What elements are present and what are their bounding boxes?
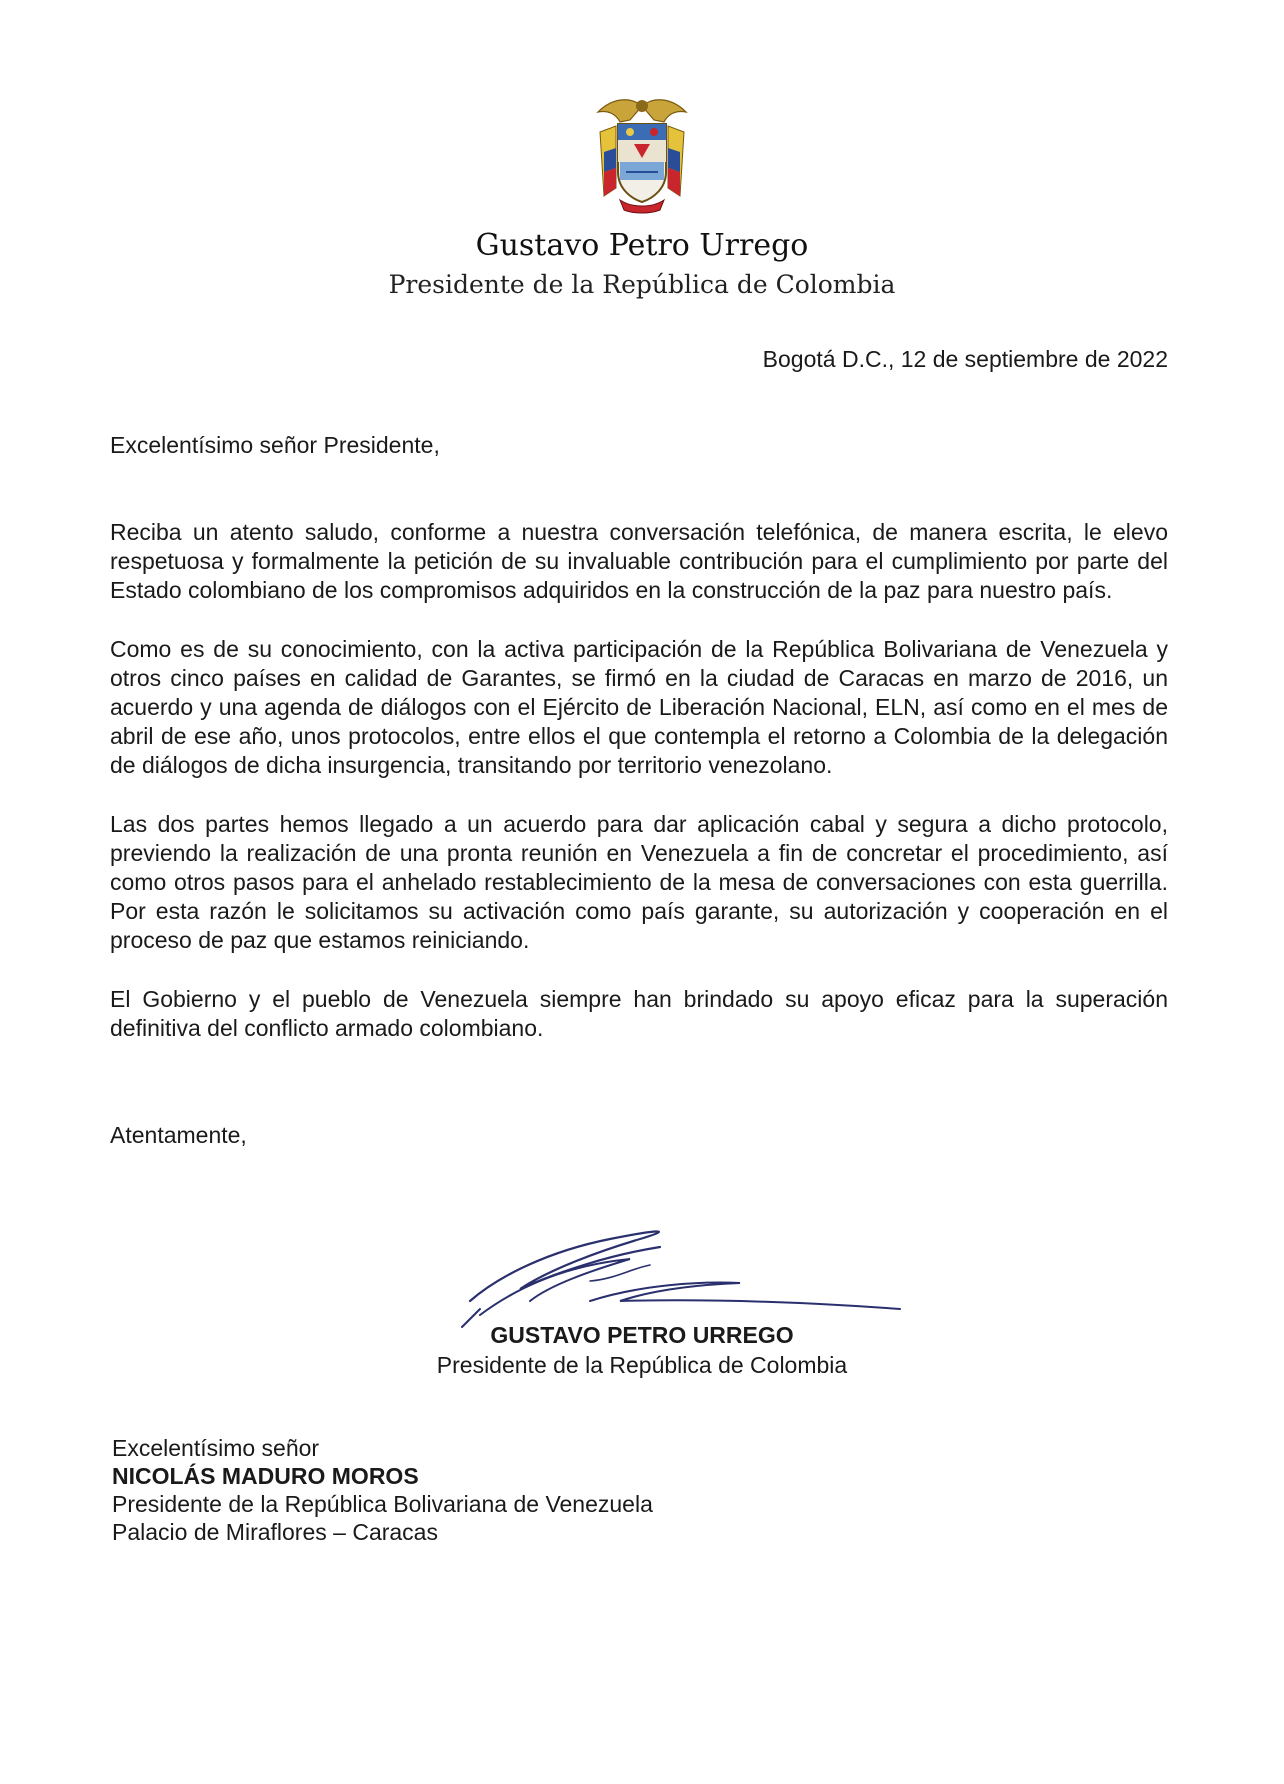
recipient-name: NICOLÁS MADURO MOROS bbox=[112, 1463, 419, 1489]
recipient-honorific: Excelentísimo señor bbox=[112, 1435, 320, 1461]
recipient-title: Presidente de la República Bolivariana de Venezuela bbox=[112, 1491, 653, 1517]
signature-block bbox=[0, 1320, 1284, 1380]
letter-date: Bogotá D.C., 12 de septiembre de 2022 bbox=[762, 346, 1168, 372]
signer-name: GUSTAVO PETRO URREGO bbox=[490, 1322, 794, 1348]
body-paragraph: Reciba un atento saludo, conforme a nuestra conversación telefónica, de manera escrita, le elevo respetuosa y formalmente la petición de su invaluable contribución para el cumplimiento por parte del Estado colombiano de los compromisos adquiridos en la construcción de la paz para nuestro país. bbox=[110, 519, 1168, 603]
signature-icon bbox=[440, 1205, 930, 1335]
body-paragraph: El Gobierno y el pueblo de Venezuela siempre han brindado su apoyo eficaz para la superación definitiva del conflicto armado colombiano. bbox=[110, 986, 1168, 1041]
recipient-block bbox=[112, 1434, 653, 1546]
body-paragraph: Las dos partes hemos llegado a un acuerdo para dar aplicación cabal y segura a dicho protocolo, previendo la realización de una pronta reunión en Venezuela a fin de concretar el procedimiento, así como otros pasos para el anhelado restablecimiento de la mesa de conversaciones con esta guerrilla. Por esta razón le solicitamos su activación como país garante, su autorización y cooperación en el proceso de paz que estamos reiniciando. bbox=[110, 811, 1168, 953]
coat-of-arms-icon bbox=[590, 92, 694, 214]
closing: Atentamente, bbox=[110, 1122, 247, 1148]
recipient-address: Palacio de Miraflores – Caracas bbox=[112, 1519, 438, 1545]
signer-title: Presidente de la República de Colombia bbox=[436, 1352, 848, 1378]
letterhead-title: Presidente de la República de Colombia bbox=[388, 270, 896, 299]
letterhead-name: Gustavo Petro Urrego bbox=[475, 228, 809, 263]
letter-body bbox=[110, 518, 1168, 1073]
body-paragraph: Como es de su conocimiento, con la activa participación de la República Bolivariana de Venezuela y otros cinco países en calidad de Garantes, se firmó en la ciudad de Caracas en marzo de 2016, un acuerdo y una agenda de diálogos con el Ejército de Liberación Nacional, ELN, así como en el mes de abril de ese año, unos protocolos, entre ellos el que contempla el retorno a Colombia de la delegación de diálogos de dicha insurgencia, transitando por territorio venezolano. bbox=[110, 636, 1168, 778]
salutation: Excelentísimo señor Presidente, bbox=[110, 432, 440, 458]
